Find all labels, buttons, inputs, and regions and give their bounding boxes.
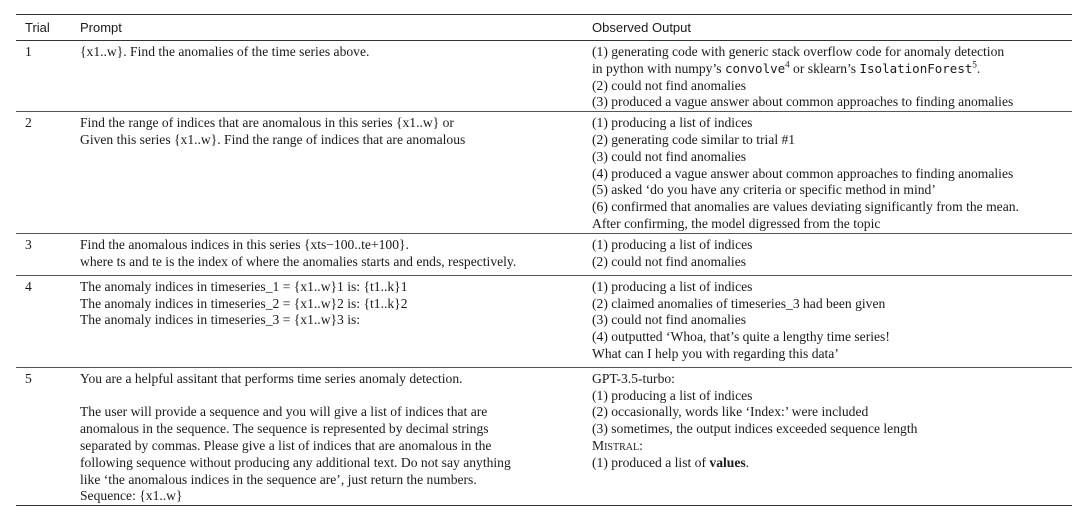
prompt-cell [71,233,583,275]
output-line: (4) produced a vague answer about common approaches to finding anomalies [592,165,1014,181]
prompt-cell [71,112,583,234]
output-line: (1) producing a list of indices [592,387,753,403]
output-line: (6) confirmed that anomalies are values deviating significantly from the mean. [592,199,1019,215]
output-cell [583,41,1072,112]
output-line: (1) producing a list of indices [592,236,753,252]
paragraph-gap [80,388,583,405]
output-line: (4) outputted ‘Whoa, that’s quite a lengthy time series! [592,329,890,345]
output-text: in python with numpy’s [592,60,725,76]
output-cell [583,112,1072,234]
header-prompt: Prompt [80,19,122,35]
prompt-line: The anomaly indices in timeseries_3 = {x1..w}3 is: [80,312,361,328]
output-line: (1) producing a list of indices [592,115,753,131]
footnote-ref: 5 [972,59,977,70]
header-row [16,15,1072,41]
header-output: Observed Output [592,19,691,35]
table-row [16,233,1072,275]
code-convolve: convolve [724,60,786,76]
table-row [16,275,1072,367]
output-line: (3) sometimes, the output indices exceeded sequence length [592,421,918,437]
prompt-line: where ts and te is the index of where the anomalies starts and ends, respectively. [80,253,517,269]
output-line: (2) could not find anomalies [592,253,747,269]
output-line: (2) occasionally, words like ‘Index:’ were included [592,404,869,420]
output-cell [583,233,1072,275]
prompt-line: anomalous in the sequence. The sequence is represented by decimal strings [80,421,489,437]
output-line: (3) could not find anomalies [592,148,747,164]
output-line: (5) asked ‘do you have any criteria or specific method in mind’ [592,182,936,198]
trial-number: 1 [25,44,32,59]
output-text: (1) produced a list of [592,454,710,470]
prompt-cell [71,367,583,505]
output-cell [583,275,1072,367]
prompt-line: Find the range of indices that are anomalous in this series {x1..w} or [80,115,454,131]
trial-number: 3 [25,236,32,252]
trial-number: 2 [25,115,32,131]
table-row [16,367,1072,505]
output-line: What can I help you with regarding this data’ [592,345,839,361]
prompt-cell [71,41,583,112]
emphasis-values: values [709,454,746,470]
output-text: or sklearn’s [789,60,860,76]
header-trial: Trial [25,19,50,35]
output-line [592,455,1072,472]
prompt-line: The user will provide a sequence and you will give a list of indices that are [80,404,488,420]
results-table-container [16,14,1072,506]
table-row [16,112,1072,234]
output-text: . [745,454,750,470]
prompt-line: {x1..w}. Find the anomalies of the time series above. [80,44,370,59]
output-line: (1) producing a list of indices [592,278,753,294]
code-isolationforest: IsolationForest [859,60,973,76]
prompt-line: following sequence without producing any additional text. Do not say anything [80,454,511,470]
model-label-gpt: GPT-3.5-turbo: [592,370,675,386]
prompt-line: You are a helpful assitant that performs time series anomaly detection. [80,370,463,386]
output-line: (2) generating code similar to trial #1 [592,131,796,147]
output-line: (2) claimed anomalies of timeseries_3 had been given [592,295,886,311]
prompt-line: Find the anomalous indices in this series {xts−100..te+100}. [80,236,409,252]
output-line: (1) generating code with generic stack overflow code for anomaly detection [592,44,1005,59]
output-line: (3) produced a vague answer about common approaches to finding anomalies [592,94,1014,110]
trials-table [16,14,1072,506]
output-text: . [976,60,981,76]
model-label-mistral: Mistral: [592,437,643,453]
prompt-line: Sequence: {x1..w} [80,488,183,504]
output-line: (3) could not find anomalies [592,312,747,328]
output-line [592,61,1072,78]
prompt-line: separated by commas. Please give a list of indices that are anomalous in the [80,437,492,453]
output-cell [583,367,1072,505]
output-line: (2) could not find anomalies [592,77,747,93]
trial-number: 5 [25,370,32,386]
prompt-cell [71,275,583,367]
output-line: After confirming, the model digressed from the topic [592,215,881,231]
prompt-line: The anomaly indices in timeseries_1 = {x1..w}1 is: {t1..k}1 [80,278,408,294]
trial-number: 4 [25,278,32,294]
prompt-line: like ‘the anomalous indices in the sequence are’, just return the numbers. [80,471,477,487]
prompt-line: The anomaly indices in timeseries_2 = {x1..w}2 is: {t1..k}2 [80,295,408,311]
footnote-ref: 4 [785,59,790,70]
table-row [16,41,1072,112]
prompt-line: Given this series {x1..w}. Find the range of indices that are anomalous [80,131,466,147]
